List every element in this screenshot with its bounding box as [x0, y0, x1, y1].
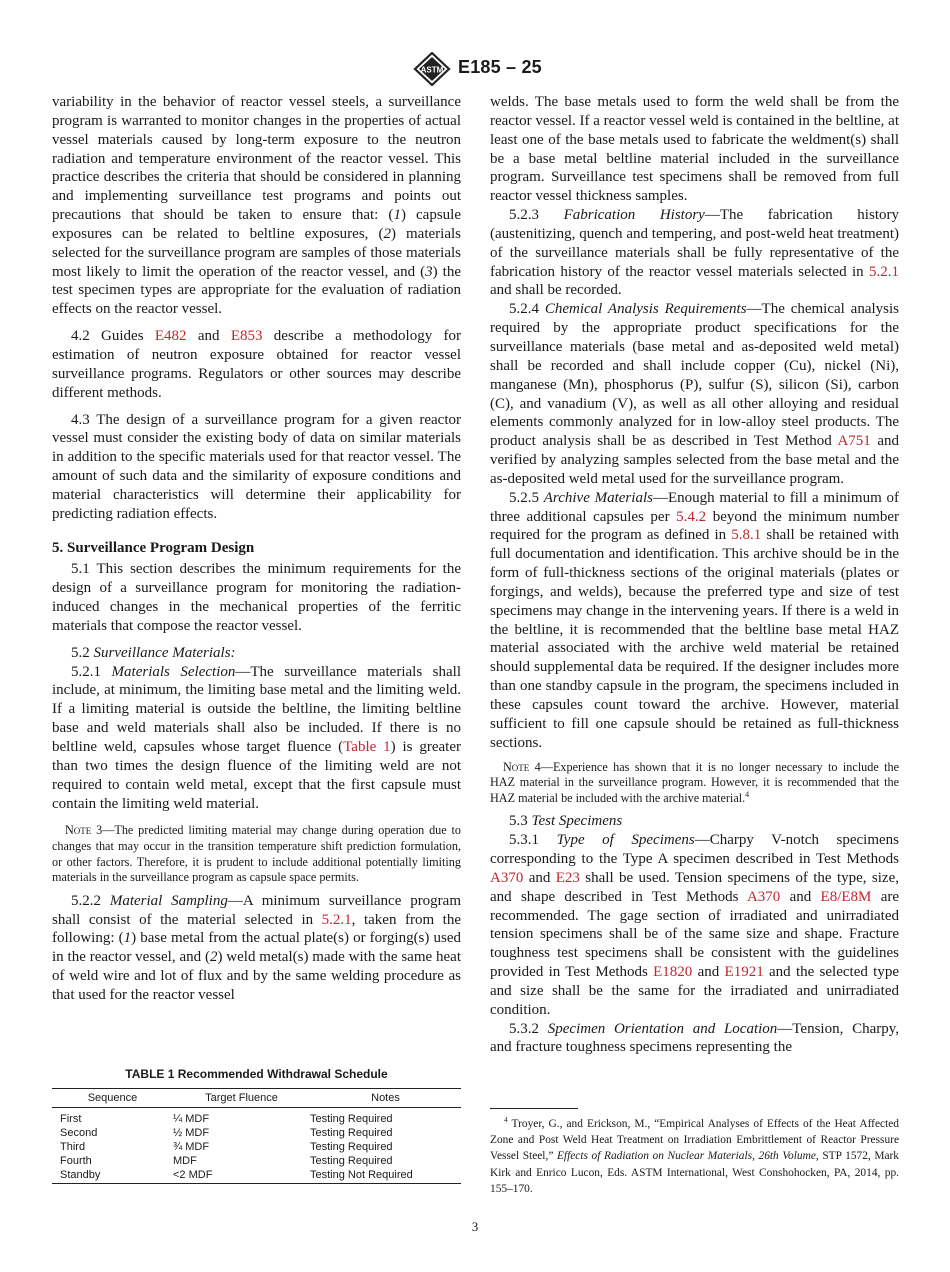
- table-row: [52, 1140, 461, 1154]
- link-e853[interactable]: E853: [230, 328, 263, 345]
- standard-designation: E185 – 25: [458, 57, 542, 77]
- link-a370[interactable]: A370: [746, 888, 781, 905]
- page-header: [0, 52, 950, 86]
- cell-fluence: <2 MDF: [173, 1168, 310, 1184]
- header-notes: Notes: [310, 1089, 461, 1108]
- cell-fluence: ¼ MDF: [173, 1113, 210, 1125]
- link-e23[interactable]: E23: [555, 869, 580, 886]
- link-e1820[interactable]: E1820: [653, 964, 693, 981]
- paragraph-5-2-2: 5.2.2 Material Sampling—A minimum surveillance program shall consist of the material selected in 5.2.1, taken from the following: (1) base metal from the actual plate(s) or forging(s) used in the reactor vessel, and (2) weld metal(s) made with the same heat of weld wire and lot of flux and by the same welding procedure as that used for the reactor vessel: [52, 892, 462, 1003]
- note-3: Note 3—The predicted limiting material may change during operation due to changes that may occur in the transition temperature shift prediction formulation, or other factors. Therefore, it is prudent to include additional potentially limiting materials in the surveillance program as capsule space permits.: [52, 823, 461, 885]
- cell-sequence: Standby: [52, 1168, 173, 1184]
- table-row: [52, 1154, 461, 1168]
- paragraph-5-3-2: 5.3.2 Specimen Orientation and Location—Tension, Charpy, and fracture toughness specimens representing the: [490, 1020, 900, 1056]
- link-e1921[interactable]: E1921: [724, 964, 764, 981]
- link-a370[interactable]: A370: [490, 869, 524, 886]
- cell-fluence: ½ MDF: [173, 1127, 210, 1139]
- table-row: [52, 1168, 461, 1184]
- cell-notes: Testing Required: [310, 1113, 393, 1125]
- paragraph-5-2-2-continued: welds. The base metals used to form the weld shall be from the reactor vessel. If a reactor vessel weld is contained in the beltline, at least one of the base metals used to fabricate the weldment(s) shall be a base metal beltline material included in the surveillance program. Surveillance test specimens shall be removed from full reactor vessel thickness samples.: [490, 94, 899, 205]
- paragraph-5-3-1: 5.3.1 Type of Specimens—Charpy V-notch specimens corresponding to the Type A specimen described in Test Methods A370 and E23 shall be used. Tension specimens of the type, size, and shape described in Test Methods A370 and E8/E8M are recommended. The gage section of irradiated and unirradiated tension specimens shall be of the same size and shape. Fracture toughness test specimens shall be consistent with the guidelines provided in Test Methods E1820 and E1921 and the selected type and size shall be the same for the irradiated and unirradiated condition.: [490, 832, 899, 1018]
- link-5-8-1[interactable]: 5.8.1: [731, 527, 762, 544]
- withdrawal-schedule-table: [52, 1088, 461, 1184]
- header-target-fluence: Target Fluence: [173, 1089, 310, 1108]
- paragraph-5-2: 5.2 Surveillance Materials:: [71, 644, 236, 661]
- link-5-2-1[interactable]: 5.2.1: [321, 911, 352, 928]
- paragraph-4-2: 4.2 Guides E482 and E853 describe a methodology for estimation of neutron exposure obtained for reactor vessel surveillance programs. Regulators or other sources may describe different methods.: [52, 328, 461, 401]
- cell-fluence: ¾ MDF: [173, 1141, 210, 1153]
- table-1: [52, 1067, 461, 1184]
- section-heading-5: 5. Surveillance Program Design: [52, 539, 255, 556]
- link-5-2-1[interactable]: 5.2.1: [869, 263, 899, 280]
- link-e482[interactable]: E482: [154, 328, 187, 345]
- cell-sequence: Second: [60, 1127, 98, 1139]
- link-e8-e8m[interactable]: E8/E8M: [820, 888, 872, 905]
- cell-sequence: Fourth: [60, 1155, 92, 1167]
- cell-fluence: MDF: [173, 1155, 197, 1167]
- paragraph-5-3: 5.3 Test Specimens: [509, 813, 623, 830]
- paragraph-5-2-4: 5.2.4 Chemical Analysis Requirements—The chemical analysis required by the appropriate product specifications for the surveillance materials (base metal and as-deposited weld metal) shall be recorded and shall include copper (Cu), nickel (Ni), manganese (Mn), phosphorus (P), sulfur (S), silicon (Si), carbon (C), and vanadium (V), as well as all other alloying and residual elements commonly analyzed for in low-alloy steel products. The product analysis shall be as described in Test Method A751 and verified by analyzing samples selected from the base metal and the as-deposited weld metal used for the surveillance program.: [490, 301, 900, 487]
- astm-logo-icon: [413, 52, 451, 86]
- link-a751[interactable]: A751: [837, 433, 871, 450]
- footnote-4: $^4$ Troyer, G., and Erickson, M., “Empirical Analyses of Effects of the Heat Affected Zone and Post Weld Heat Treatment on Irradiation Embrittlement of Reactor Pressure Vessel Steel,” Effects of Radiation on Nuclear Materials, 26th Volume, STP 1572, Mark Kirk and Enrico Lucon, Eds. ASTM International, West Conshohocken, PA, 2014, pp. 155–170.: [490, 1115, 900, 1195]
- cell-notes: Testing Required: [310, 1155, 393, 1167]
- cell-sequence: Third: [60, 1141, 86, 1153]
- link-table-1[interactable]: Table 1: [343, 739, 391, 755]
- table-header-row: [52, 1089, 461, 1108]
- left-column: [52, 93, 461, 1005]
- page-number: 3: [471, 1219, 479, 1234]
- paragraph-4-1-continued: variability in the behavior of reactor vessel steels, a surveillance program is warranted to monitor changes in the properties of actual vessel materials caused by long-term exposure to the neutron radiation and temperature environment of the reactor vessel. This practice describes the criteria that should be considered in planning and implementing surveillance test programs and points out precautions that should be taken to ensure that: (1) capsule exposures can be related to beltline exposures, (2) materials selected for the surveillance program are samples of those materials most likely to limit the operation of the reactor vessel, and (3) the test specimen types are appropriate for the evaluation of radiation effects on the reactor vessel.: [52, 94, 461, 318]
- note-4: Note 4—Experience has shown that it is no longer necessary to include the HAZ material in the surveillance program. However, it is recommended that the HAZ material be included with the archive material.$^4$: [490, 759, 899, 805]
- table-row: [52, 1108, 461, 1127]
- link-5-4-2[interactable]: 5.4.2: [676, 508, 707, 525]
- paragraph-4-3: 4.3 The design of a surveillance program for a given reactor vessel must consider the existing body of data on similar materials in addition to the specific materials used for that reactor vessel. The amount of such data and the similarity of exposure conditions and material characteristics will determine their applicability for predicting radiation effects.: [52, 411, 461, 522]
- table-title: TABLE 1 Recommended Withdrawal Schedule: [125, 1067, 388, 1081]
- header-sequence: Sequence: [52, 1089, 173, 1108]
- paragraph-5-2-5: 5.2.5 Archive Materials—Enough material to fill a minimum of three additional capsules per 5.4.2 beyond the minimum number required for the program as defined in 5.8.1 shall be retained with full documentation and identification. This archive should be in the form of full-thickness sections of the original materials (plates or forgings, and welds), because the preferred type and size of test specimens may change in the intervening years. If there is a weld in the beltline, it is recommended that the beltline base metal HAZ material associated with the archive weld material be retained should supplemental data be required. If the designer includes more than one standby capsule in the program, the specimens included in these capsules count toward the archive. However, material sufficient to fill one capsule should be retained as full-thickness sections.: [490, 489, 900, 751]
- cell-notes: Testing Required: [310, 1127, 393, 1139]
- cell-notes: Testing Required: [310, 1141, 393, 1153]
- logo-lettering: ASTM: [420, 65, 444, 75]
- cell-sequence: First: [60, 1113, 82, 1125]
- footnote-divider: [490, 1108, 578, 1109]
- right-column: [490, 93, 899, 1057]
- table-row: [52, 1126, 461, 1140]
- footnote-ref-4[interactable]: 4: [745, 789, 750, 799]
- paragraph-5-2-1: 5.2.1 Materials Selection—The surveillance materials shall include, at minimum, the limiting base metal and the limiting weld. If a limiting material is outside the beltline, the limiting beltline base and weld materials shall also be included. If there is no beltline weld, capsules whose target fluence (Table 1) is greater than two times the design fluence of the limiting weld are not required to contain weld metal, except that the first capsule must contain the limiting weld material.: [52, 663, 462, 812]
- paragraph-5-1: 5.1 This section describes the minimum requirements for the design of a surveillance program for monitoring the radiation-induced changes in the mechanical properties of the ferritic materials that compose the reactor vessel.: [52, 561, 461, 634]
- paragraph-5-2-3: 5.2.3 Fabrication History—The fabrication history (austenitizing, quench and tempering, and post-weld heat treatment) of the surveillance materials shall be fully representative of the fabrication history of the reactor vessel materials selected in 5.2.1 and shall be recorded.: [490, 207, 899, 299]
- cell-notes: Testing Not Required: [310, 1168, 461, 1184]
